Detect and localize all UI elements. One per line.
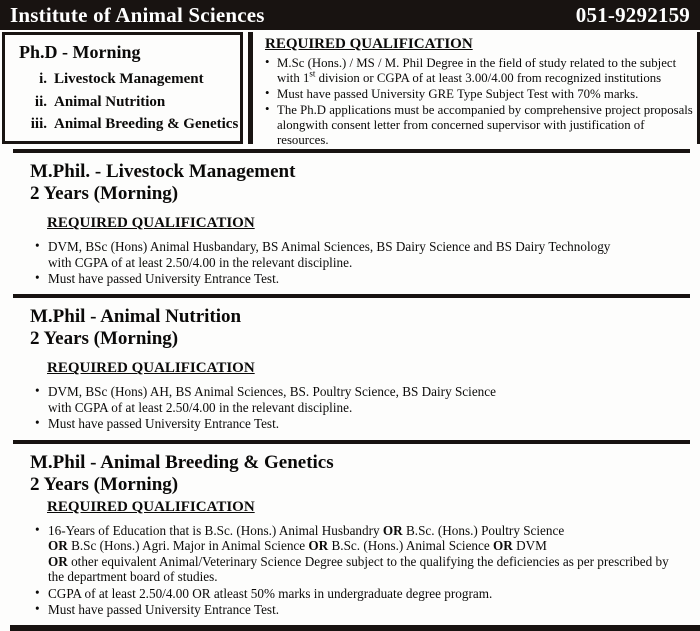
section-mphil-livestock [0, 153, 700, 289]
qualification-item [263, 56, 693, 86]
section-title: M.Phil - Animal Breeding & Genetics [30, 451, 334, 473]
text-segment: other equivalent Animal/Veterinary Science Degree subject to the qualifying the deficiencies as per prescribed by the department board of studies. [48, 553, 669, 585]
text-segment: with CGPA of at least 2.50/4.00 in the relevant discipline. [48, 399, 353, 415]
phd-program-item [13, 91, 238, 114]
section-subtitle: 2 Years (Morning) [30, 183, 179, 205]
text-segment: with CGPA of at least 2.50/4.00 in the relevant discipline. [48, 254, 353, 270]
required-qualification-heading: REQUIRED QUALIFICATION [47, 215, 255, 232]
phd-qualification-list [263, 56, 693, 148]
text-segment: Must have passed University Entrance Test. [48, 270, 280, 286]
text-segment: division or CGPA of at least 3.00/4.00 from recognized institutions [315, 70, 662, 85]
section-subtitle: 2 Years (Morning) [30, 328, 179, 350]
text-segment: B.Sc (Hons.) Agri. Major in Animal Science [67, 538, 309, 554]
qualification-item [263, 87, 693, 102]
bold-text: OR [308, 538, 329, 554]
program-label: Animal Breeding & Genetics [54, 116, 239, 132]
bold-text: OR [382, 522, 403, 538]
section-subtitle: 2 Years (Morning) [30, 473, 179, 495]
section-mphil-breeding [0, 444, 700, 621]
header-bar [0, 0, 700, 30]
superscript-text: st [309, 68, 316, 79]
text-segment: B.Sc. (Hons.) Poultry Science [402, 522, 565, 538]
phd-program-item [13, 68, 238, 91]
qualification-item [33, 239, 688, 270]
section-mphil-nutrition [0, 298, 700, 434]
qualification-item [33, 602, 688, 617]
qualification-item [33, 384, 688, 415]
phd-program-list [13, 68, 238, 136]
text-segment: DVM [512, 538, 547, 554]
section-title: M.Phil. - Livestock Management [30, 161, 296, 182]
qualification-item [33, 586, 688, 601]
required-qualification-heading: REQUIRED QUALIFICATION [265, 36, 473, 52]
qualification-item [33, 416, 688, 431]
text-segment: B.Sc. (Hons.) Animal Science [328, 538, 494, 554]
program-label: Animal Nutrition [54, 93, 166, 110]
bold-text: OR [493, 538, 513, 554]
phd-qualification-panel [248, 32, 700, 147]
text-segment: DVM, BSc (Hons) AH, BS Animal Sciences, BS. Poultry Science, BS Dairy Science [48, 384, 496, 400]
section-title: M.Phil - Animal Nutrition [30, 306, 242, 328]
text-segment: Must have passed University GRE Type Subject Test with 70% marks. [277, 86, 639, 101]
institute-title: Institute of Animal Sciences [10, 2, 265, 27]
list-marker: i. [39, 71, 47, 87]
list-marker: iii. [30, 116, 47, 132]
text-segment: DVM, BSc (Hons) Animal Husbandary, BS Animal Sciences, BS Dairy Science and BS Dairy Technology [48, 239, 611, 255]
list-marker: ii. [34, 93, 47, 110]
qualification-item [33, 523, 688, 585]
required-qualification-heading: REQUIRED QUALIFICATION [47, 498, 255, 515]
qualification-list [33, 239, 688, 286]
qualification-item [33, 271, 688, 286]
phd-title: Ph.D - Morning [19, 42, 141, 62]
qualification-list [33, 523, 688, 618]
top-columns [0, 32, 700, 147]
phd-programs-box [2, 32, 243, 144]
bold-text: OR [48, 538, 68, 554]
text-segment: Must have passed University Entrance Test. [48, 416, 280, 432]
text-segment: The Ph.D applications must be accompanied by comprehensive project proposals alongwith consent letter from concerned supervisor with justification of resources. [277, 102, 693, 147]
bold-text: OR [48, 553, 68, 569]
text-segment: Must have passed University Entrance Test. [48, 602, 280, 617]
text-segment: CGPA of at least 2.50/4.00 OR atleast 50% marks in undergraduate degree program. [48, 585, 493, 601]
qualification-list [33, 384, 688, 431]
required-qualification-heading: REQUIRED QUALIFICATION [47, 360, 255, 377]
phone-number: 051-9292159 [575, 2, 690, 27]
text-segment: 16-Years of Education that is B.Sc. (Hons.) Animal Husbandry [48, 522, 383, 538]
text-segment: M.Sc (Hons.) / MS / M. Phil Degree in the field of study related to the subject with 1 [277, 56, 677, 85]
phd-program-item [13, 113, 238, 136]
bottom-bar [10, 625, 700, 631]
program-label: Livestock Management [54, 71, 204, 87]
qualification-item [263, 103, 693, 148]
